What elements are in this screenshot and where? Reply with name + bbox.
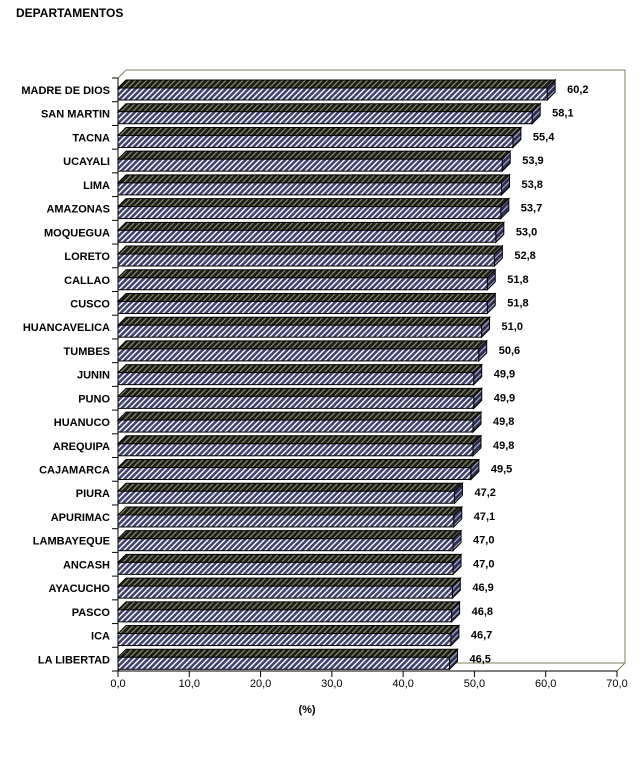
category-label: MADRE DE DIOS xyxy=(21,85,110,97)
bar-front-face xyxy=(118,491,454,503)
bar xyxy=(118,80,555,100)
value-label: 51,8 xyxy=(507,273,529,286)
value-label: 49,5 xyxy=(490,463,513,476)
category-label: ANCASH xyxy=(62,559,110,572)
bar-top-face xyxy=(118,578,460,586)
bar-top-face xyxy=(118,341,487,349)
bar-top-face xyxy=(118,388,482,396)
bar xyxy=(118,460,479,480)
value-label: 53,7 xyxy=(520,202,543,215)
x-axis-title: (%) xyxy=(298,704,316,716)
category-label: CALLAO xyxy=(64,274,110,287)
bar-top-face xyxy=(118,246,502,254)
bar xyxy=(118,626,459,646)
value-label: 50,6 xyxy=(498,344,521,357)
category-label: AMAZONAS xyxy=(46,203,110,216)
value-label: 47,2 xyxy=(474,487,496,500)
bar xyxy=(118,246,502,266)
floor-bottom-right-connector xyxy=(617,663,625,671)
value-label: 46,8 xyxy=(471,605,494,618)
bar-front-face xyxy=(118,586,452,598)
bar xyxy=(118,104,540,124)
bar-front-face xyxy=(118,515,454,527)
value-label: 49,8 xyxy=(493,416,515,429)
category-label: ICA xyxy=(91,630,110,643)
bar-top-face xyxy=(118,365,482,373)
bar-front-face xyxy=(118,373,474,385)
bar xyxy=(118,270,495,290)
bar-top-face xyxy=(118,554,461,562)
category-label: PIURA xyxy=(75,488,110,501)
bar-front-face xyxy=(118,657,449,669)
value-label: 55,4 xyxy=(532,131,555,144)
bar xyxy=(118,507,462,527)
bar-top-face xyxy=(118,412,481,420)
value-label: 46,7 xyxy=(470,629,493,642)
x-tick-label: 30,0 xyxy=(321,678,343,690)
value-label: 49,8 xyxy=(493,439,515,452)
bar-front-face xyxy=(118,183,502,195)
category-label: APURIMAC xyxy=(50,511,110,524)
bar xyxy=(118,602,460,622)
bar-top-face xyxy=(118,175,510,183)
category-label: PASCO xyxy=(71,606,110,619)
value-label: 51,0 xyxy=(501,321,523,334)
category-label: TUMBES xyxy=(63,345,110,358)
bar-front-face xyxy=(118,135,513,147)
value-label: 58,1 xyxy=(552,107,574,120)
bar-front-face xyxy=(118,420,473,432)
bar-top-face xyxy=(118,602,460,610)
x-tick-label: 0,0 xyxy=(110,678,126,690)
bar-front-face xyxy=(118,634,451,646)
bar-front-face xyxy=(118,207,501,219)
bar xyxy=(118,578,460,598)
bar xyxy=(118,554,461,574)
bar-front-face xyxy=(118,444,473,456)
bar xyxy=(118,127,521,147)
bar-top-face xyxy=(118,531,461,539)
bar-top-face xyxy=(118,80,555,88)
category-label: JUNIN xyxy=(76,369,110,382)
value-label: 47,0 xyxy=(473,534,495,547)
bar xyxy=(118,388,482,408)
bar-top-face xyxy=(118,127,521,135)
bar-top-face xyxy=(118,104,540,112)
bar-top-face xyxy=(118,483,462,491)
bar-top-face xyxy=(118,293,495,301)
x-tick-label: 40,0 xyxy=(392,678,414,690)
bar-top-face xyxy=(118,222,504,230)
value-label: 49,9 xyxy=(493,368,516,381)
wall-top-left-connector xyxy=(118,70,126,78)
category-label: AREQUIPA xyxy=(52,440,110,453)
category-label: PUNO xyxy=(78,393,110,406)
bar-front-face xyxy=(118,230,496,242)
x-tick-label: 60,0 xyxy=(535,678,557,690)
bar-front-face xyxy=(118,278,487,290)
value-label: 53,9 xyxy=(522,155,544,168)
category-label: LAMBAYEQUE xyxy=(32,535,110,548)
chart-title: DEPARTAMENTOS xyxy=(16,6,124,20)
bar-front-face xyxy=(118,468,471,480)
bar xyxy=(118,365,482,385)
bar-top-face xyxy=(118,460,479,468)
bar-top-face xyxy=(118,270,495,278)
category-label: HUANCAVELICA xyxy=(22,322,110,335)
value-label: 47,0 xyxy=(473,558,495,571)
category-label: LORETO xyxy=(64,251,110,264)
bar xyxy=(118,175,510,195)
bar xyxy=(118,483,462,503)
bar-front-face xyxy=(118,254,494,266)
category-label: HUANUCO xyxy=(53,417,110,430)
value-label: 52,8 xyxy=(514,250,536,263)
bar xyxy=(118,649,457,669)
bar-top-face xyxy=(118,436,481,444)
value-label: 49,9 xyxy=(493,392,516,405)
value-label: 47,1 xyxy=(473,510,496,523)
category-label: SAN MARTIN xyxy=(40,108,110,121)
category-label: TACNA xyxy=(72,132,110,145)
value-label: 51,8 xyxy=(507,297,529,310)
bar-front-face xyxy=(118,610,452,622)
bar xyxy=(118,293,495,313)
bar-front-face xyxy=(118,159,502,171)
bar-top-face xyxy=(118,317,490,325)
value-label: 53,8 xyxy=(521,178,543,191)
bar-top-face xyxy=(118,626,459,634)
bar-front-face xyxy=(118,396,474,408)
value-label: 46,9 xyxy=(472,582,494,595)
category-label: MOQUEGUA xyxy=(44,227,110,240)
bar-top-face xyxy=(118,199,509,207)
bar xyxy=(118,341,487,361)
category-label: UCAYALI xyxy=(63,156,110,169)
bar xyxy=(118,531,461,551)
bar xyxy=(118,317,490,337)
bar-front-face xyxy=(118,301,487,313)
x-tick-label: 20,0 xyxy=(249,678,272,690)
category-label: AYACUCHO xyxy=(48,583,110,596)
value-label: 53,0 xyxy=(515,226,538,239)
chart-bars xyxy=(118,80,555,669)
bar-front-face xyxy=(118,562,453,574)
value-label: 60,2 xyxy=(567,84,589,96)
x-tick-label: 70,0 xyxy=(606,678,628,690)
bar-front-face xyxy=(118,88,547,100)
x-tick-label: 50,0 xyxy=(463,678,486,690)
bar xyxy=(118,412,481,432)
bar-front-face xyxy=(118,325,482,337)
bar xyxy=(118,436,481,456)
value-label: 46,5 xyxy=(469,653,491,666)
category-label: CUSCO xyxy=(70,298,110,311)
category-label: CAJAMARCA xyxy=(39,464,110,477)
x-tick-label: 10,0 xyxy=(178,678,200,690)
bar xyxy=(118,151,510,171)
category-label: LIMA xyxy=(83,179,110,192)
bar-front-face xyxy=(118,112,532,124)
bar-top-face xyxy=(118,649,457,657)
bar-top-face xyxy=(118,151,510,159)
bar xyxy=(118,222,504,242)
category-label: LA LIBERTAD xyxy=(37,654,110,667)
bar-front-face xyxy=(118,539,453,551)
bar-top-face xyxy=(118,507,462,515)
bar xyxy=(118,199,509,219)
bar-front-face xyxy=(118,349,479,361)
